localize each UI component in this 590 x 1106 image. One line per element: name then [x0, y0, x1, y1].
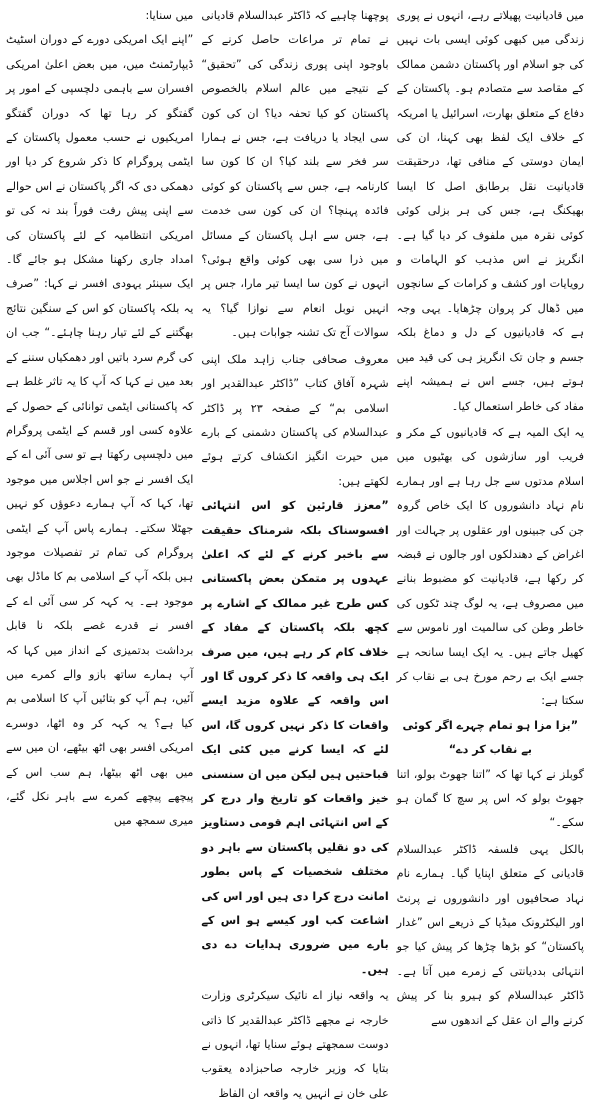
block-quote: ”معزز قارئین کو اس انتہائی افسوسناک بلکہ شرمناک حقیقت سے باخبر کرنے کے لئے کہ اعلیٰ عہدوں پر متمکن بعض پاکستانی کس طرح غیر ممالک کے اشارے پر کچھ بلکہ پاکستان کے مفاد کے خلاف کام کر رہے ہیں، میں صرف ایک ہی واقعہ کا ذکر کروں گا اور اس واقعہ کے علاوہ مزید ایسے واقعات کا ذکر نہیں کروں گا، اس لئے کہ ایسا کرنے میں کئی ایک قباحتیں ہیں لیکن میں ان سنسنی خیز واقعات کو تاریخ وار درج کر کے اس انتہائی اہم قومی دستاویز کی دو نقلیں پاکستان سے باہر دو مختلف شخصیات کے پاس بطور امانت درج کرا دی ہیں اور اس کی اشاعت کب اور کیسے ہو اس کے بارے میں ضروری ہدایات دے دی ہیں۔: [201, 499, 389, 976]
paragraph: معروف صحافی جناب زاہد ملک اپنی شہرہ آفاق کتاب ”ڈاکٹر عبدالقدیر اور اسلامی بم“ کے صفحہ ۲۳ پر ڈاکٹر عبدالسلام کی پاکستان دشمنی کے بارے میں حیرت انگیز انکشاف کرتے ہوئے لکھتے ہیں:: [201, 352, 389, 488]
paragraph: بالکل یہی فلسفہ ڈاکٹر عبدالسلام قادیانی کے متعلق اپنایا گیا۔ ہمارے نام نہاد صحافیوں اور دانشوروں نے پرنٹ اور الیکٹرونک میڈیا کے ذریعے اس ”غدار پاکستان“ کو بڑھا چڑھا کر پیش کیا جو انتہائی بددیانتی کے زمرے میں آتا ہے۔ ڈاکٹر عبدالسلام کو ہیرو بنا کر پیش کرنے والے ان عقل کے اندھوں سے: [396, 842, 584, 1027]
paragraph: ”اپنے ایک امریکی دورے کے دوران اسٹیٹ ڈیپارٹمنٹ میں، میں بعض اعلیٰ امریکی افسران سے باہمی دلچسپی کے امور پر گفتگو کر رہا تھا کہ دوران گفتگو امریکیوں نے حسب معمول پاکستان کے ایٹمی پروگرام کا ذکر شروع کر دیا اور دھمکی دی کہ اگر پاکستان نے اس حوالے سے اپنی پیش رفت فوراً بند نہ کی تو امریکی انتظامیہ کے لئے پاکستان کی امداد جاری رکھنا مشکل ہو جائے گا۔ ایک سینئر یہودی افسر نے کہا: ”صرف یہ بلکہ پاکستان کو اس کے سنگین نتائج بھگتنے کے لئے تیار رہنا چاہئے۔“ جب ان کی گرم سرد باتیں اور دھمکیاں سننے کے بعد میں نے کہا کہ آپ کا یہ تاثر غلط ہے کہ پاکستانی ایٹمی توانائی کے حصول کے علاوہ کسی اور قسم کے ایٹمی پروگرام میں دلچسپی رکھتا ہے تو سی آئی اے کے ایک افسر نے جو اس اجلاس میں موجود تھا، کہا کہ آپ ہمارے دعوؤں کو نہیں جھٹلا سکتے۔ ہمارے پاس آپ کے ایٹمی پروگرام کی تمام تر تفصیلات موجود ہیں بلکہ آپ کے اسلامی بم کا ماڈل بھی موجود ہے۔ یہ کہہ کر سی آئی اے کے افسر نے قدرے غصے بلکہ نا قابل برداشت بدتمیزی کے انداز میں کہا کہ آپ ہمارے ساتھ بازو والے کمرے میں آئیں، ہم آپ کو بتائیں آپ کا اسلامی بم کیا ہے؟ یہ کہہ کر وہ اٹھا، دوسرے امریکی افسر بھی اٹھ بیٹھے، ان میں سے میں بھی اٹھ بیٹھا، ہم سب اس کے پیچھے پیچھے کمرے سے باہر نکل گئے، میری سمجھ میں: [6, 33, 194, 828]
paragraph: یہ واقعہ نیاز اے نائیک سیکرٹری وزارت خارجہ نے مجھے ڈاکٹر عبدالقدیر کا ذاتی دوست سمجھتے ہوئے سنایا تھا، انہوں نے بتایا کہ وزیر خارجہ صاحبزادہ یعقوب علی خان نے انہیں یہ واقعہ ان الفاظ: [201, 989, 389, 1100]
text-column-left: [6, 4, 193, 841]
text-column-middle: [201, 4, 389, 1100]
paragraph: میں قادیانیت پھیلاتے رہے، انہوں نے پوری زندگی میں کبھی کوئی ایسی بات نہیں کی جو اسلام اور پاکستان دشمن ممالک کے مقاصد سے متصادم ہو۔ پاکستان کے دفاع کے متعلق بھارت، اسرائیل یا امریکہ کے خلاف ایک لفظ بھی کہنا، ان کی ایمان دوستی کے منافی تھا، درحقیقت قادیانیت نقل برطابق اصل کا ایسا بھیکنگ ہے، جس کی ہر بزلی کوئی کوئی نقرہ میں ملفوف کر دیا گیا ہے۔ انگریز نے اس مذہب کو الہامات و رویایات اور کشف و کرامات کے سانچوں میں ڈھال کر پروان چڑھایا۔ یہی وجہ ہے کہ قادیانیوں کے دل و دماغ بلکہ جسم و جان تک انگریز ہی کی قید میں ہوتے ہیں، جسے اس نے ہمیشہ اپنے مفاد کی خاطر استعمال کیا۔: [396, 9, 584, 413]
text-column-right: [396, 4, 584, 1027]
paragraph: پوچھنا چاہیے کہ ڈاکٹر عبدالسلام قادیانی نے تمام تر مراعات حاصل کرنے کے باوجود اپنی پوری زندگی کی ”تحقیق“ کے نتیجے میں عالم اسلام بالخصوص پاکستان کو کیا تحفہ دیا؟ ان کی کون سی ایجاد یا دریافت ہے، جس نے ہمارا سر فخر سے بلند کیا؟ ان کا کون سا کارنامہ ہے، جس سے پاکستان کو کوئی فائدہ پہنچا؟ ان کی کون سی خدمت ہے، جس سے اہل پاکستان کے مسائل میں ذرا سی بھی کوئی واقع ہوئی؟ انہوں نے کون سا ایسا تیر مارا، جس پر انہیں نوبل انعام سے نوازا گیا؟ یہ سوالات آج تک تشنہ جوابات ہیں۔: [201, 9, 389, 340]
verse-quote: ”بزا مزا ہو تمام چہرے اگر کوئی بے نقاب کر دے“: [402, 718, 579, 757]
paragraph: میں سنایا:: [145, 9, 194, 22]
paragraph: یہ ایک المیہ ہے کہ قادیانیوں کے مکر و فریب اور سازشوں کی بھٹیوں میں اسلام مدتوں سے جل رہا ہے اور ہمارے نام نہاد دانشوروں کا ایک خاص گروہ جن کی جبینوں اور عقلوں پر جہالت اور اغراض کے دھندلکوں اور جالوں نے قبضہ کر رکھا ہے، قادیانیت کو مضبوط بنانے میں مصروف ہے، یہ لوگ چند ٹکوں کی خاطر وطن کی سالمیت اور ناموس سے کھیل جاتے ہیں۔ یہ ایک ایسا سانحہ ہے جسے ایک بے رحم مورخ ہی بے نقاب کر سکتا ہے:: [396, 425, 584, 708]
paragraph: گوبلز نے کہا تھا کہ ”اتنا جھوٹ بولو، اتنا جھوٹ بولو کہ اس پر سچ کا گمان ہو سکے۔“: [396, 767, 584, 830]
